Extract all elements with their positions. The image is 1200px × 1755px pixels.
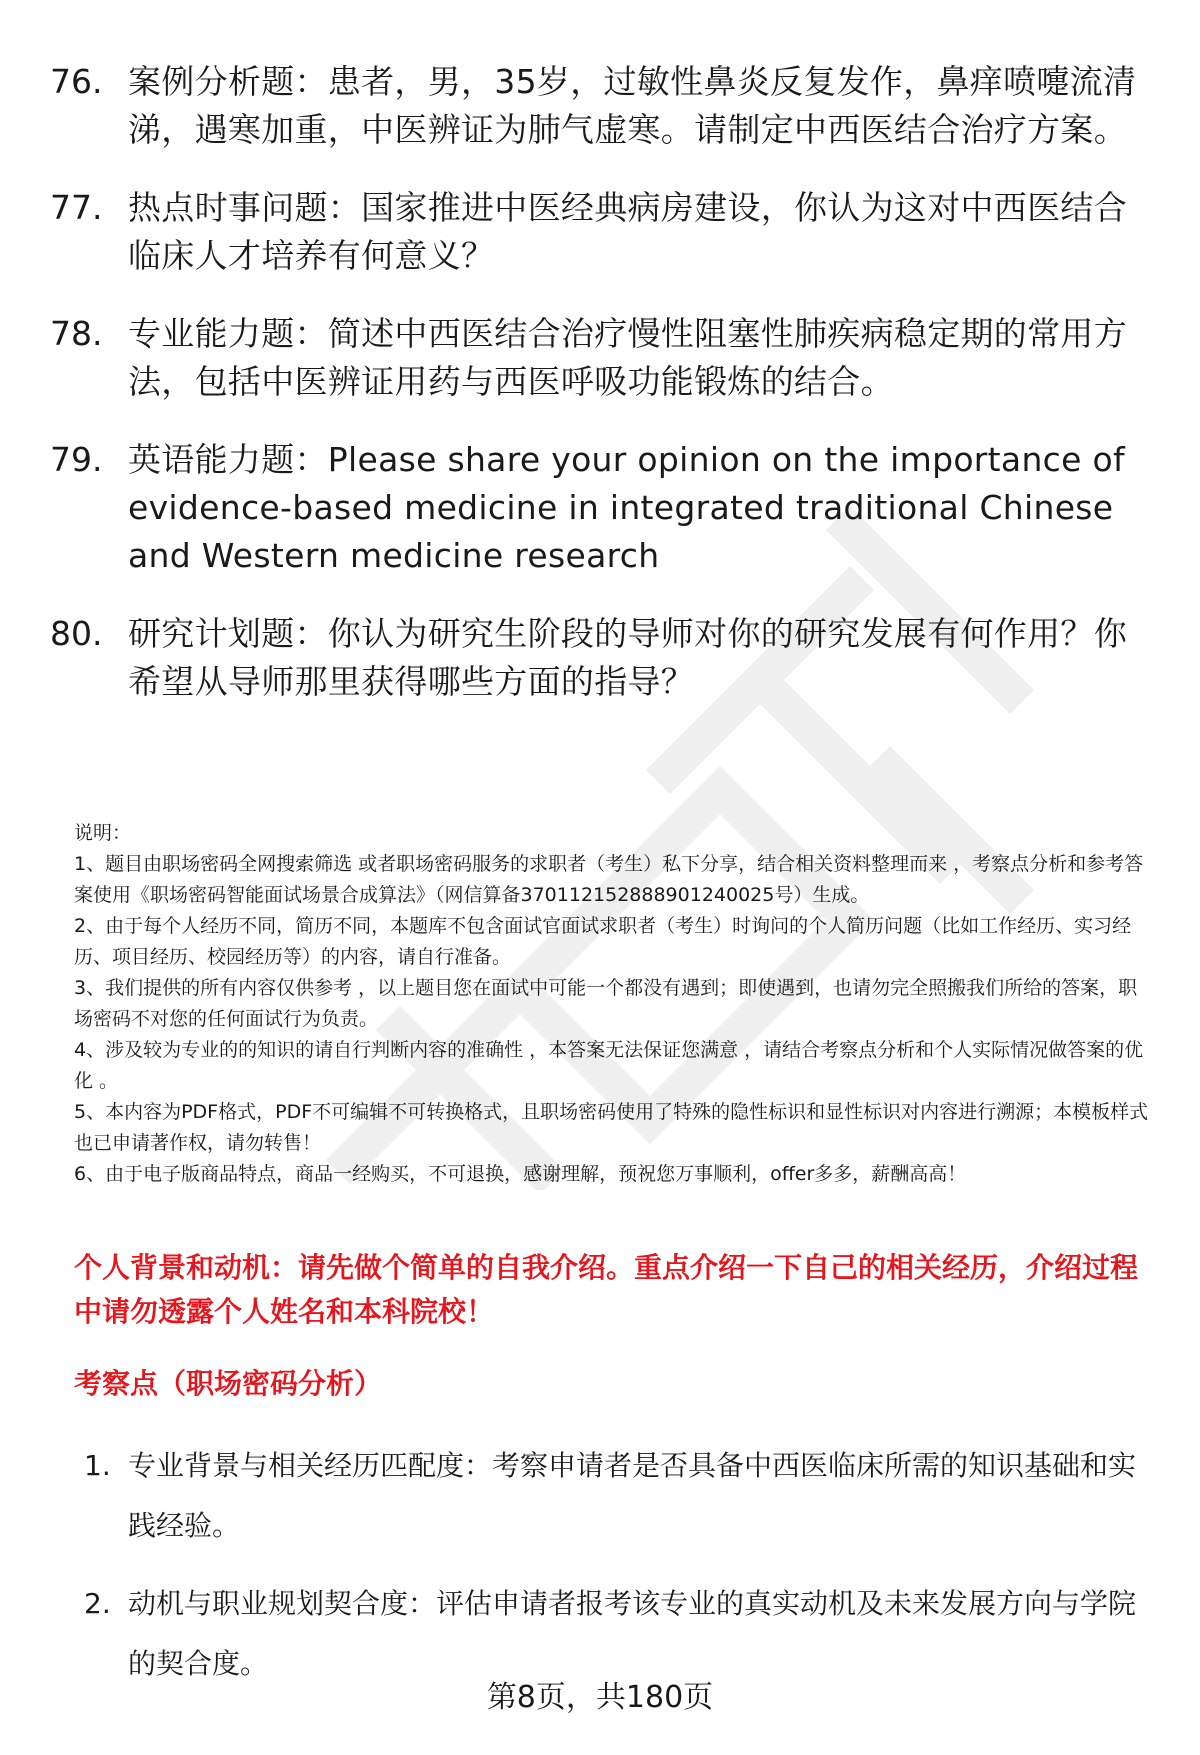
question-number: 78. [50, 314, 103, 353]
note-item: 1、题目由职场密码全网搜索筛选 或者职场密码服务的求职者（考生）私下分享，结合相关资料整理而来 ，考察点分析和参考答案使用《职场密码智能面试场景合成算法》（网信算备370112152888901240025号）生成。 [74, 853, 1144, 906]
question-list [50, 58, 1160, 736]
key-point-text: 专业背景与相关经历匹配度：考察申请者是否具备中西医临床所需的知识基础和实践经验。 [128, 1449, 1137, 1542]
question-item [50, 310, 1160, 406]
question-item [50, 610, 1160, 706]
note-item: 2、由于每个人经历不同，简历不同，本题库不包含面试官面试求职者（考生）时询问的个人简历问题（比如工作经历、实习经历、项目经历、校园经历等）的内容，请自行准备。 [74, 915, 1132, 968]
question-item [50, 184, 1160, 280]
note-item: 3、我们提供的所有内容仅供参考 ，以上题目您在面试中可能一个都没有遇到；即使遇到，也请勿完全照搬我们所给的答案，职场密码不对您的任何面试行为负责。 [74, 977, 1138, 1030]
question-text: 案例分析题：患者，男，35岁，过敏性鼻炎反复发作，鼻痒喷嚏流清涕，遇寒加重，中医辨证为肺气虚寒。请制定中西医结合治疗方案。 [128, 62, 1137, 149]
page-footer: 第8页，共180页 [486, 1680, 714, 1715]
key-point-text: 动机与职业规划契合度：评估申请者报考该专业的真实动机及未来发展方向与学院的契合度。 [128, 1587, 1137, 1680]
question-text: 研究计划题：你认为研究生阶段的导师对你的研究发展有何作用？你希望从导师那里获得哪些方面的指导？ [128, 614, 1127, 701]
question-item [50, 58, 1160, 154]
key-point-number: 1. [84, 1449, 111, 1482]
question-text: 热点时事问题：国家推进中医经典病房建设，你认为这对中西医结合临床人才培养有何意义？ [128, 188, 1127, 275]
note-item: 4、涉及较为专业的的知识的请自行判断内容的准确性 ，本答案无法保证您满意 ，请结合考察点分析和个人实际情况做答案的优化 。 [74, 1039, 1144, 1092]
key-point-item [84, 1436, 1154, 1556]
note-item: 6、由于电子版商品特点，商品一经购买，不可退换，感谢理解，预祝您万事顺利，offer多多，薪酬高高！ [74, 1163, 967, 1185]
question-number: 79. [50, 440, 103, 479]
key-point-number: 2. [84, 1587, 111, 1620]
notes-heading: 说明： [74, 822, 132, 844]
question-number: 76. [50, 62, 103, 101]
question-text: 专业能力题：简述中西医结合治疗慢性阻塞性肺疾病稳定期的常用方法，包括中医辨证用药与西医呼吸功能锻炼的结合。 [128, 314, 1127, 401]
key-points-title: 考察点（职场密码分析） [74, 1367, 383, 1400]
intro-question-heading: 个人背景和动机：请先做个简单的自我介绍。重点介绍一下自己的相关经历，介绍过程中请勿透露个人姓名和本科院校！ [74, 1251, 1139, 1328]
key-points-list [84, 1436, 1154, 1712]
question-text: 英语能力题：Please share your opinion on the importance of evidence-based medicine in integrated traditional Chinese and Western medicine research [128, 440, 1125, 575]
note-item: 5、本内容为PDF格式，PDF不可编辑不可转换格式，且职场密码使用了特殊的隐性标识和显性标识对内容进行溯源；本模板样式也已申请著作权，请勿转售！ [74, 1101, 1149, 1154]
key-point-item [84, 1574, 1154, 1694]
question-number: 77. [50, 188, 103, 227]
disclaimer-notes [74, 818, 1154, 1190]
question-number: 80. [50, 614, 103, 653]
question-item [50, 436, 1160, 580]
